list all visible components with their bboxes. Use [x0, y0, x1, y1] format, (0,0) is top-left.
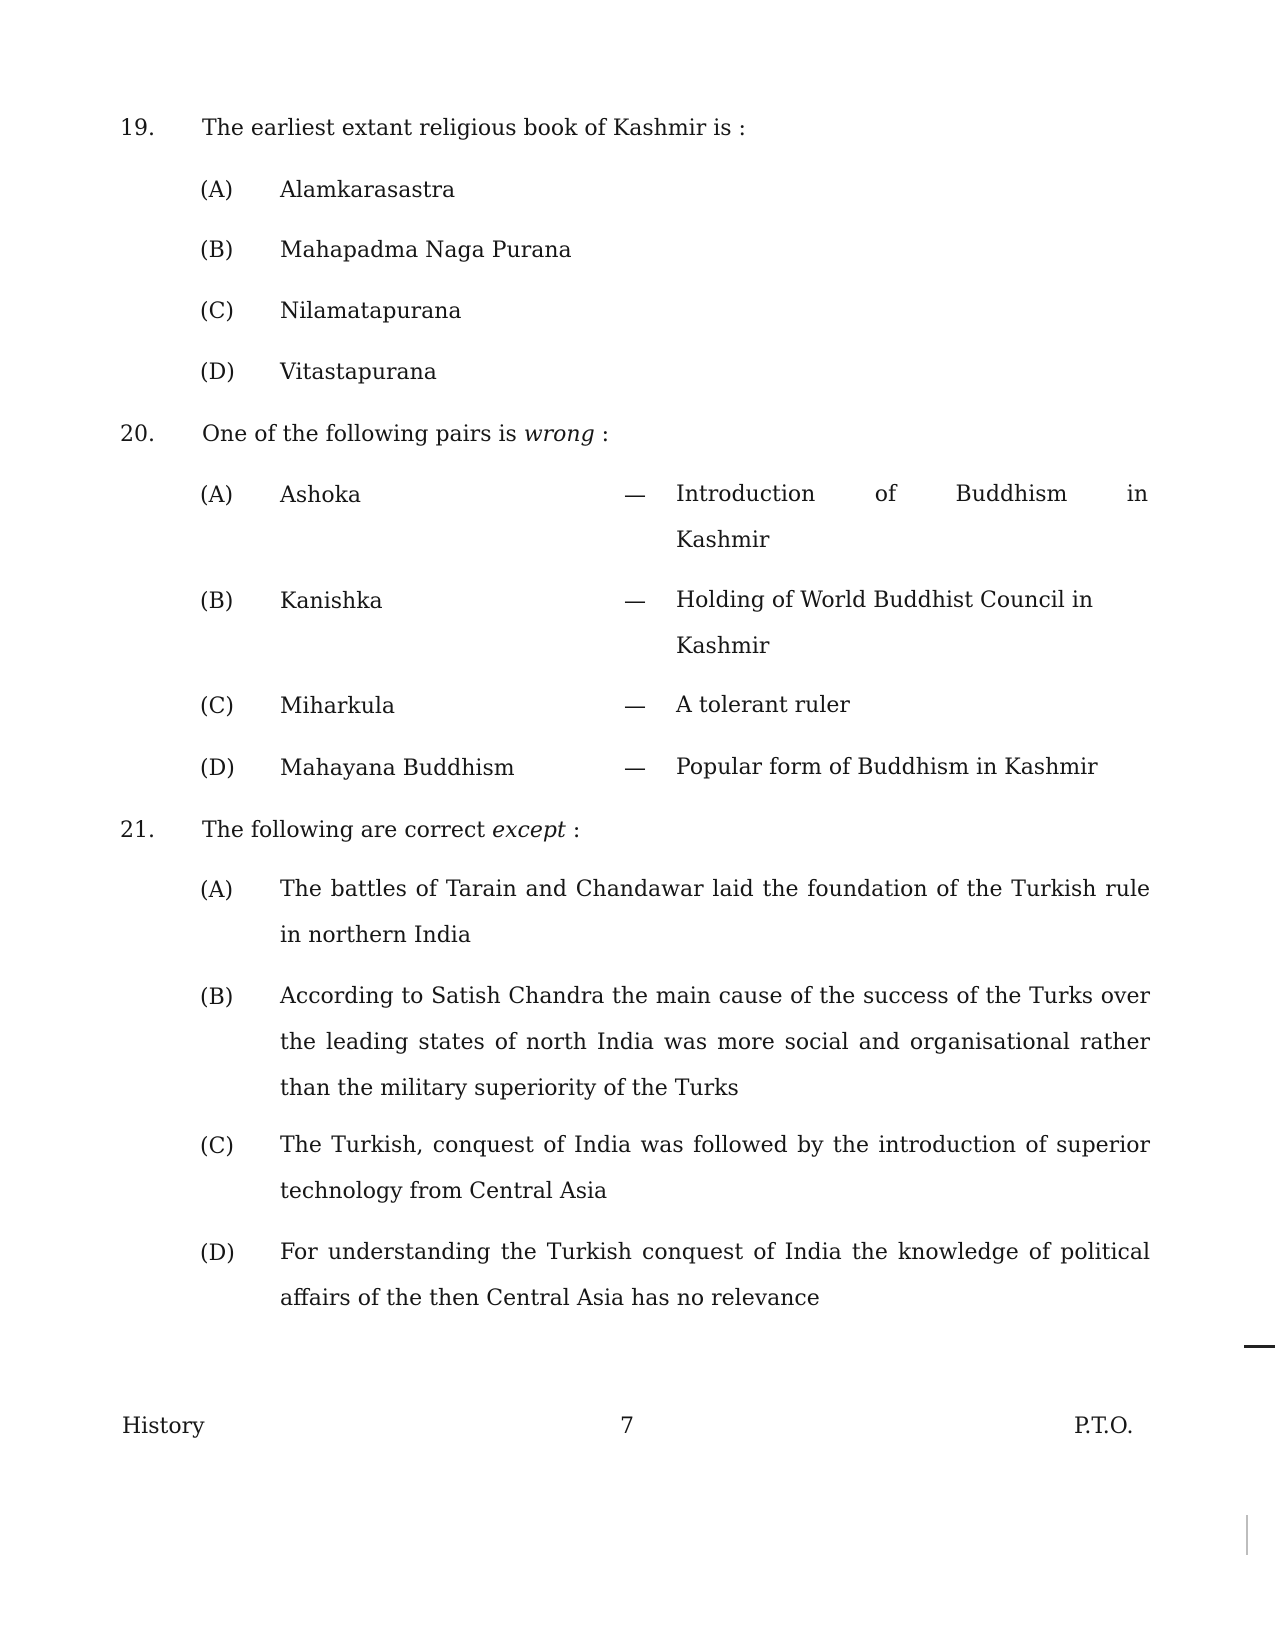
pair-right-line: Introduction of Buddhism in	[676, 482, 1148, 507]
pair-right	[676, 745, 1148, 791]
pair-right	[676, 683, 1148, 729]
pair-left: Ashoka	[280, 483, 362, 508]
option-label: (B)	[200, 985, 234, 1010]
prompt-text: The following are correct	[202, 818, 486, 843]
option-label: (A)	[200, 178, 234, 203]
question-prompt	[202, 818, 580, 843]
footer-subject: History	[122, 1414, 205, 1439]
option-label: (C)	[200, 299, 234, 324]
pair-right	[676, 578, 1148, 670]
prompt-colon: :	[601, 422, 610, 447]
option-text: The battles of Tarain and Chandawar laid the foundation of the Turkish rule in northern India	[280, 877, 1150, 948]
option-text: The Turkish, conquest of India was followed by the introduction of superior technology from Central Asia	[280, 1133, 1150, 1204]
pair-dash: —	[624, 756, 646, 781]
footer-page-number: 7	[620, 1414, 634, 1439]
option-text: According to Satish Chandra the main cause of the success of the Turks over the leading states of north India was more social and organisational rather than the military superiority of the Turks	[280, 984, 1150, 1101]
prompt-colon: :	[572, 818, 581, 843]
option-label: (D)	[200, 756, 235, 781]
option-label: (C)	[200, 1134, 234, 1159]
pair-right-line: Holding of World Buddhist Council in	[676, 588, 1094, 613]
question-prompt: The earliest extant religious book of Kashmir is :	[202, 116, 746, 141]
option-text: Vitastapurana	[280, 360, 437, 385]
footer-pto: P.T.O.	[1074, 1414, 1134, 1439]
option-label: (D)	[200, 360, 235, 385]
pair-dash: —	[624, 694, 646, 719]
prompt-emphasis: wrong	[523, 422, 595, 447]
pair-left: Kanishka	[280, 589, 383, 614]
prompt-text: One of the following pairs is	[202, 422, 517, 447]
pair-left: Miharkula	[280, 694, 396, 719]
pair-right-line: Kashmir	[676, 528, 770, 553]
pair-dash: —	[624, 589, 646, 614]
option-text: For understanding the Turkish conquest of India the knowledge of political affairs of the then Central Asia has no relevance	[280, 1240, 1150, 1311]
question-number: 21.	[120, 818, 155, 843]
option-label: (C)	[200, 694, 234, 719]
pair-left: Mahayana Buddhism	[280, 756, 515, 781]
pair-right-line: Popular form of Buddhism in Kashmir	[676, 755, 1098, 780]
question-number: 20.	[120, 422, 155, 447]
option-text: Mahapadma Naga Purana	[280, 238, 572, 263]
margin-mark	[1244, 1345, 1275, 1348]
option-label: (B)	[200, 589, 234, 614]
option-label: (A)	[200, 878, 234, 903]
margin-tick	[1246, 1515, 1248, 1555]
pair-right-line: Kashmir	[676, 634, 770, 659]
question-number: 19.	[120, 116, 155, 141]
option-label: (D)	[200, 1241, 235, 1266]
question-prompt	[202, 422, 609, 447]
option-label: (A)	[200, 483, 234, 508]
pair-right	[676, 472, 1148, 564]
option-label: (B)	[200, 238, 234, 263]
option-text: Nilamatapurana	[280, 299, 462, 324]
prompt-emphasis: except	[492, 818, 566, 843]
option-text: Alamkarasastra	[280, 178, 456, 203]
pair-dash: —	[624, 483, 646, 508]
pair-right-line: A tolerant ruler	[676, 693, 850, 718]
